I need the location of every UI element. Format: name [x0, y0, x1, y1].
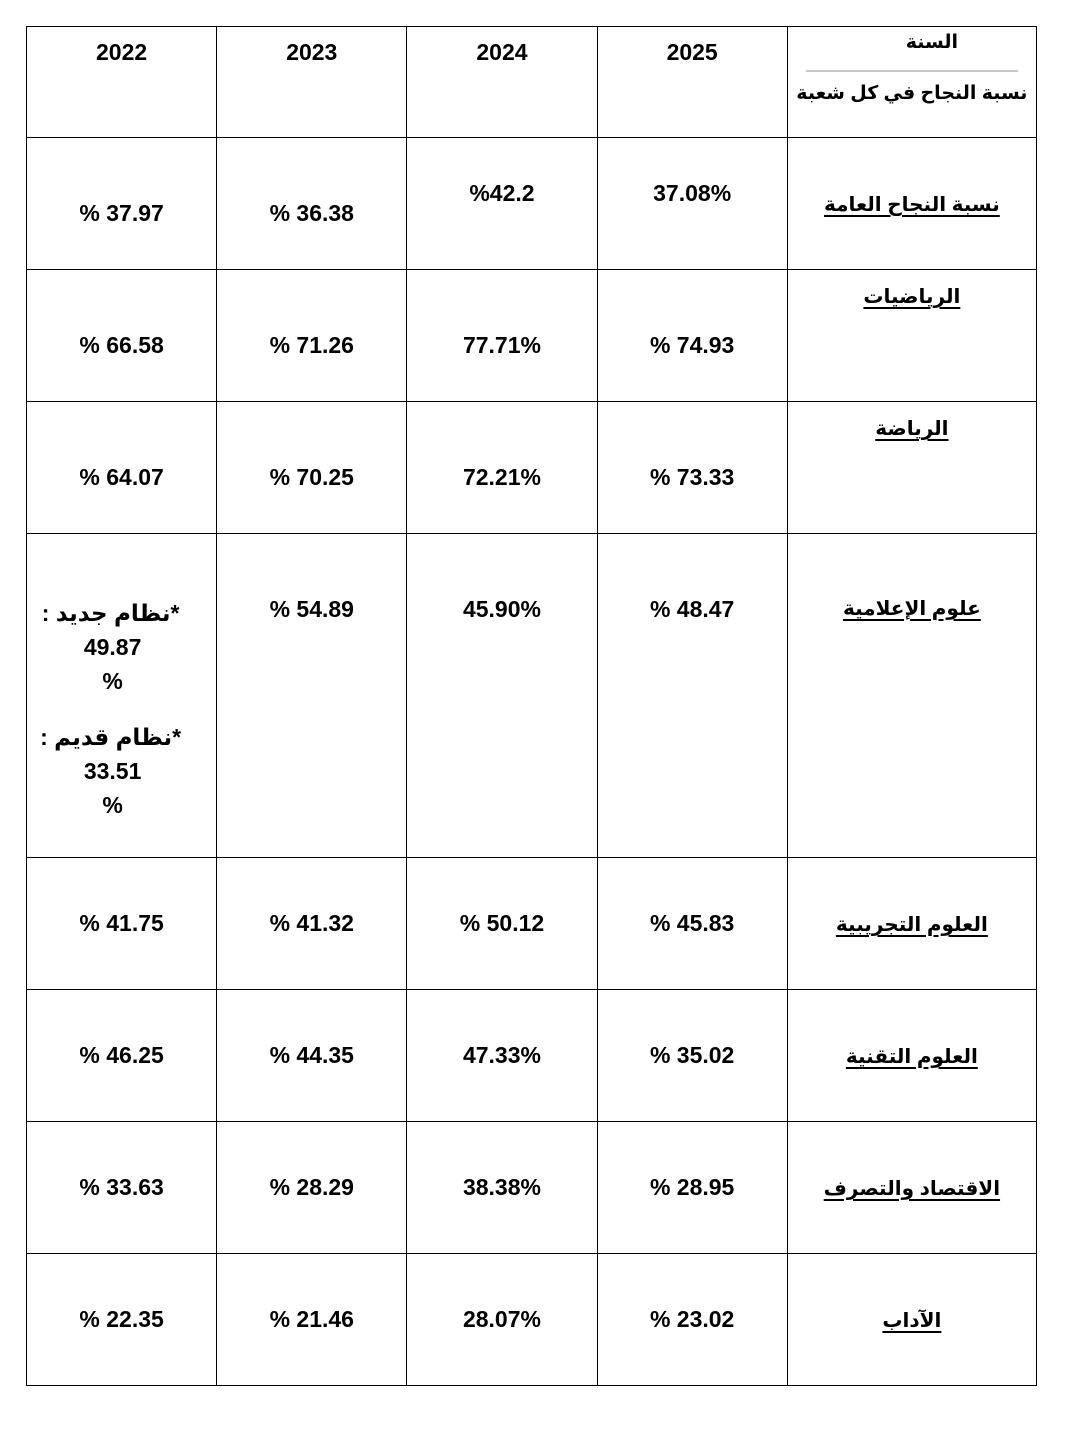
table-row	[27, 1254, 1037, 1386]
value-2023: % 41.32	[269, 910, 354, 936]
value-2022: % 46.25	[79, 1042, 164, 1068]
value-2024: %42.2	[469, 180, 535, 206]
year-column-label: السنة	[905, 32, 958, 53]
value-2024: 38.38%	[462, 1174, 541, 1200]
table-row	[27, 534, 1037, 858]
value-cell-2025	[597, 534, 787, 858]
branch-cell	[787, 1122, 1036, 1254]
header-cell-2025	[597, 27, 787, 138]
value-cell-2023	[217, 1122, 407, 1254]
header-cell-branch	[787, 27, 1036, 138]
new-system-percent: %	[102, 668, 123, 694]
branch-name: الاقتصاد والتصرف	[823, 1178, 1001, 1200]
value-2025: 37.08%	[653, 180, 732, 206]
branch-column-label: نسبة النجاح في كل شعبة	[796, 83, 1028, 104]
value-2024: 72.21%	[462, 464, 541, 490]
value-2023: % 54.89	[269, 596, 354, 622]
branch-name: الآداب	[882, 1310, 942, 1332]
value-cell-2022	[27, 402, 217, 534]
value-cell-2022	[27, 270, 217, 402]
split-values-2022	[27, 596, 216, 822]
value-cell-2024	[407, 1254, 597, 1386]
header-cell-2022	[27, 27, 217, 138]
value-cell-2022	[27, 534, 217, 858]
value-2025: % 73.33	[649, 464, 735, 490]
table-row	[27, 1122, 1037, 1254]
value-cell-2025	[597, 402, 787, 534]
value-2024: 47.33%	[462, 1042, 541, 1068]
old-system-percent: %	[102, 792, 123, 818]
value-cell-2023	[217, 270, 407, 402]
branch-cell	[787, 858, 1036, 990]
value-2022: % 64.07	[79, 464, 164, 490]
branch-cell	[787, 1254, 1036, 1386]
value-cell-2022	[27, 138, 217, 270]
value-2025: % 74.93	[649, 332, 735, 358]
header-row	[27, 27, 1037, 138]
value-2024: 45.90%	[462, 596, 541, 622]
value-cell-2025	[597, 1254, 787, 1386]
value-cell-2025	[597, 270, 787, 402]
value-cell-2022	[27, 990, 217, 1122]
value-cell-2023	[217, 402, 407, 534]
split-spacer	[27, 698, 216, 720]
value-2022: % 33.63	[79, 1174, 164, 1200]
branch-cell	[787, 138, 1036, 270]
header-cell-2024	[407, 27, 597, 138]
value-2023: % 28.29	[269, 1174, 354, 1200]
value-cell-2024	[407, 270, 597, 402]
year-2023: 2023	[286, 38, 338, 65]
branch-cell	[787, 270, 1036, 402]
old-system-value: 33.51	[83, 758, 142, 784]
value-2025: % 35.02	[649, 1042, 735, 1068]
year-2024: 2024	[476, 38, 528, 65]
value-cell-2025	[597, 990, 787, 1122]
table-row	[27, 402, 1037, 534]
value-2025: % 48.47	[649, 596, 735, 622]
value-cell-2022	[27, 1122, 217, 1254]
value-2023: % 70.25	[269, 464, 354, 490]
branch-name: العلوم التقنية	[845, 1046, 978, 1068]
value-cell-2024	[407, 534, 597, 858]
branch-name: الرياضة	[875, 418, 949, 440]
value-cell-2024	[407, 1122, 597, 1254]
value-2023: % 36.38	[269, 200, 354, 226]
table-row	[27, 270, 1037, 402]
value-cell-2022	[27, 858, 217, 990]
value-2024: 28.07%	[462, 1306, 541, 1332]
pass-rate-table	[26, 26, 1037, 1386]
year-2025: 2025	[666, 38, 718, 65]
value-cell-2024	[407, 858, 597, 990]
value-cell-2023	[217, 534, 407, 858]
table-row	[27, 138, 1037, 270]
header-divider	[806, 70, 1018, 72]
value-cell-2024	[407, 990, 597, 1122]
value-cell-2025	[597, 858, 787, 990]
value-2023: % 44.35	[269, 1042, 354, 1068]
header-cell-2023	[217, 27, 407, 138]
value-2022: % 37.97	[79, 200, 164, 226]
branch-cell	[787, 990, 1036, 1122]
branch-name: الرياضيات	[863, 286, 961, 308]
value-2025: % 45.83	[649, 910, 735, 936]
table-row	[27, 858, 1037, 990]
branch-cell	[787, 402, 1036, 534]
value-cell-2023	[217, 138, 407, 270]
value-cell-2024	[407, 402, 597, 534]
value-cell-2023	[217, 858, 407, 990]
branch-name: العلوم التجريبية	[835, 914, 988, 936]
value-2024: 77.71%	[462, 332, 541, 358]
value-2022: % 41.75	[79, 910, 164, 936]
value-cell-2023	[217, 1254, 407, 1386]
value-cell-2025	[597, 1122, 787, 1254]
value-2025: % 28.95	[649, 1174, 735, 1200]
branch-name: نسبة النجاح العامة	[823, 194, 1000, 216]
year-2022: 2022	[96, 38, 148, 65]
value-cell-2022	[27, 1254, 217, 1386]
branch-cell	[787, 534, 1036, 858]
table-row	[27, 990, 1037, 1122]
value-2022: % 66.58	[79, 332, 164, 358]
branch-name: علوم الإعلامية	[842, 598, 981, 620]
value-cell-2024	[407, 138, 597, 270]
value-2023: % 71.26	[269, 332, 354, 358]
value-cell-2023	[217, 990, 407, 1122]
value-2024: % 50.12	[459, 910, 545, 936]
value-2022: % 22.35	[79, 1306, 164, 1332]
old-system-label: *نظام قديم :	[40, 724, 182, 750]
new-system-value: 49.87	[83, 634, 142, 660]
value-2023: % 21.46	[269, 1306, 354, 1332]
value-cell-2025	[597, 138, 787, 270]
new-system-label: *نظام جديد :	[41, 600, 180, 626]
value-2025: % 23.02	[649, 1306, 735, 1332]
